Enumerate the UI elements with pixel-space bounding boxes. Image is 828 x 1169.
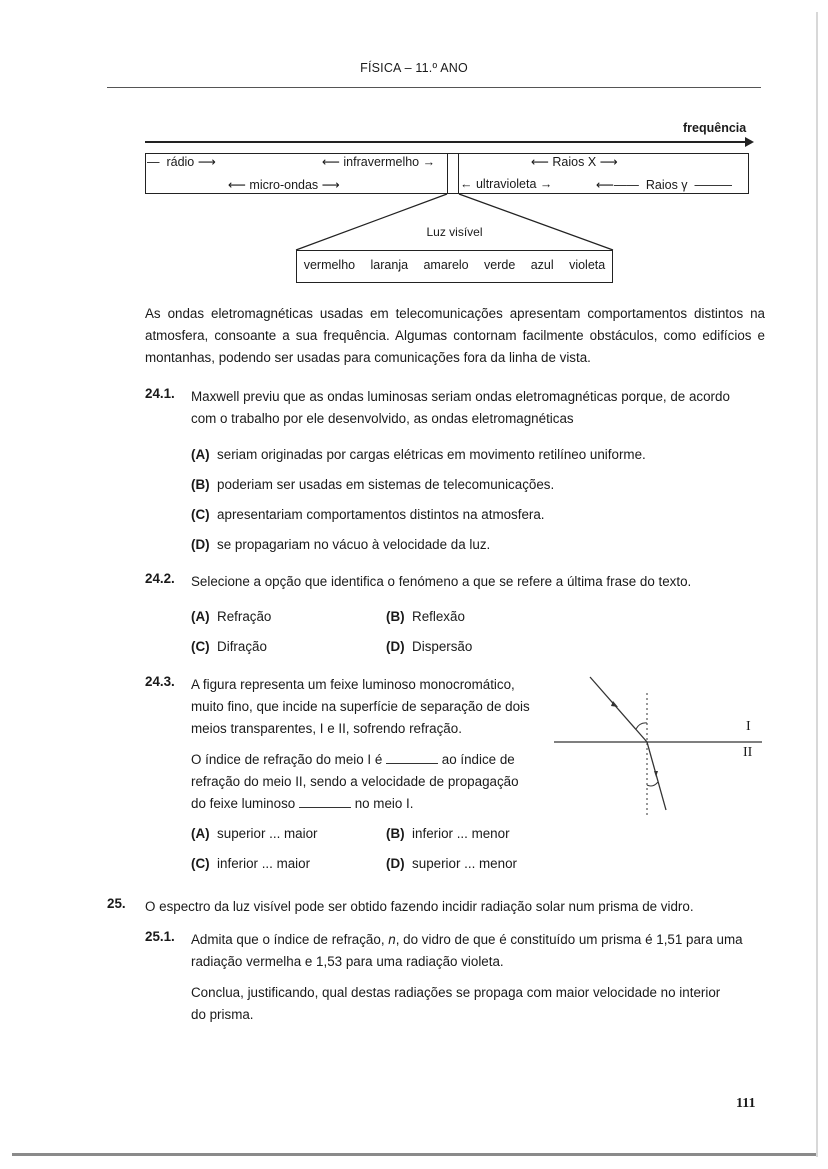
refracted-ray [647, 742, 666, 810]
refraction-figure [550, 665, 770, 825]
color-red: vermelho [303, 258, 356, 272]
option-a[interactable]: (A) Refração [191, 609, 272, 624]
dash-icon: ——— [694, 178, 733, 192]
arrow-left-icon: ⟵ [228, 178, 246, 192]
color-green: verde [484, 258, 516, 272]
band-gamma: ⟵—— Raios γ ——— [596, 178, 733, 192]
band-ultraviolet: ← ultravioleta → [460, 177, 553, 191]
question-stem: Selecione a opção que identifica o fenómeno a que se refere a última frase do texto. [191, 574, 692, 589]
incident-ray [590, 677, 647, 742]
option-d[interactable]: (D) superior ... menor [386, 856, 517, 871]
question-stem-line1: Admita que o índice de refração, n, do vidro de que é constituído um prisma é 1,51 para uma [191, 932, 743, 947]
arrow-left-icon: ⟵—— [596, 178, 639, 192]
option-d[interactable]: (D) se propagariam no vácuo à velocidade da luz. [191, 537, 491, 552]
question-stem-line2: com o trabalho por ele desenvolvido, as ondas eletromagnéticas [191, 411, 574, 426]
option-c[interactable]: (C) Difração [191, 639, 267, 654]
option-a[interactable]: (A) superior ... maior [191, 826, 318, 841]
question-stem-line3: Conclua, justificando, qual destas radiações se propaga com maior velocidade no interior [191, 985, 721, 1000]
band-infrared: ⟵ infravermelho → [322, 155, 436, 169]
question-number: 25.1. [145, 929, 175, 944]
refraction-angle-arc [647, 782, 658, 786]
fill-in-line1: O índice de refração do meio I é ao índice de [191, 752, 515, 767]
option-b[interactable]: (B) inferior ... menor [386, 826, 510, 841]
color-blue: azul [530, 258, 554, 272]
question-number: 25. [107, 896, 126, 911]
option-c[interactable]: (C) inferior ... maior [191, 856, 311, 871]
band-microwaves: ⟵ micro-ondas ⟶ [228, 178, 340, 192]
arrow-left-icon: ← [460, 177, 473, 191]
medium-label-i: I [746, 719, 751, 734]
question-stem-line1: Maxwell previu que as ondas luminosas seriam ondas eletromagnéticas porque, de acordo [191, 389, 730, 404]
option-b[interactable]: (B) Reflexão [386, 609, 465, 624]
arrow-left-icon: ⟵ [322, 155, 340, 169]
blank-1[interactable] [386, 751, 438, 764]
page-header-title: FÍSICA – 11.º ANO [360, 61, 468, 75]
option-b[interactable]: (B) poderiam ser usadas em sistemas de telecomunicações. [191, 477, 555, 492]
medium-label-ii: II [743, 745, 753, 760]
color-yellow: amarelo [423, 258, 469, 272]
question-stem-line4: do prisma. [191, 1007, 254, 1022]
question-stem-line1: A figura representa um feixe luminoso monocromático, [191, 677, 515, 692]
question-number: 24.2. [145, 571, 175, 586]
arrow-right-icon: → [422, 155, 436, 169]
refracted-arrow-icon [654, 771, 658, 777]
question-stem-line2: muito fino, que incide na superfície de separação de dois [191, 699, 530, 714]
visible-light-title: Luz visível [426, 225, 483, 239]
arrow-right-icon: → [539, 177, 553, 191]
arrow-right-icon: ⟶ [321, 178, 340, 192]
frequency-axis-label: frequência [683, 121, 747, 135]
symbol-n: n [388, 932, 396, 947]
color-violet: violeta [569, 258, 606, 272]
band-radio: — rádio ⟶ [147, 155, 216, 169]
arrow-right-icon: ⟶ [599, 155, 618, 169]
arrow-right-icon: ⟶ [197, 155, 216, 169]
question-number: 24.3. [145, 674, 175, 689]
question-stem-line2: radiação vermelha e 1,53 para uma radiação violeta. [191, 954, 504, 969]
question-stem-line3: meios transparentes, I e II, sofrendo refração. [191, 721, 462, 736]
question-stem: O espectro da luz visível pode ser obtido fazendo incidir radiação solar num prisma de vidro. [145, 899, 694, 914]
option-d[interactable]: (D) Dispersão [386, 639, 473, 654]
blank-2[interactable] [299, 795, 351, 808]
arrow-left-icon: ⟵ [531, 155, 549, 169]
fill-in-line3: do feixe luminoso no meio I. [191, 796, 414, 811]
page-number: 111 [736, 1096, 756, 1111]
question-number: 24.1. [145, 386, 175, 401]
dash-icon: — [147, 155, 160, 169]
band-xrays: ⟵ Raios X ⟶ [531, 155, 618, 169]
footer-rule [12, 1153, 816, 1156]
fill-in-line2: refração do meio II, sendo a velocidade de propagação [191, 774, 519, 789]
color-orange: laranja [370, 258, 409, 272]
intro-paragraph: As ondas eletromagnéticas usadas em telecomunicações apresentam comportamentos distintos na atmosfera, consoante a sua frequência. Algumas contornam facilmente obstáculos, como edifícios e montanhas, podendo ser usadas para comunicações fora da linha de vista. [145, 306, 765, 365]
option-a[interactable]: (A) seriam originadas por cargas elétricas em movimento retilíneo uniforme. [191, 447, 646, 462]
visible-colors [296, 258, 613, 272]
incidence-angle-arc [636, 723, 647, 729]
option-c[interactable]: (C) apresentariam comportamentos distintos na atmosfera. [191, 507, 545, 522]
